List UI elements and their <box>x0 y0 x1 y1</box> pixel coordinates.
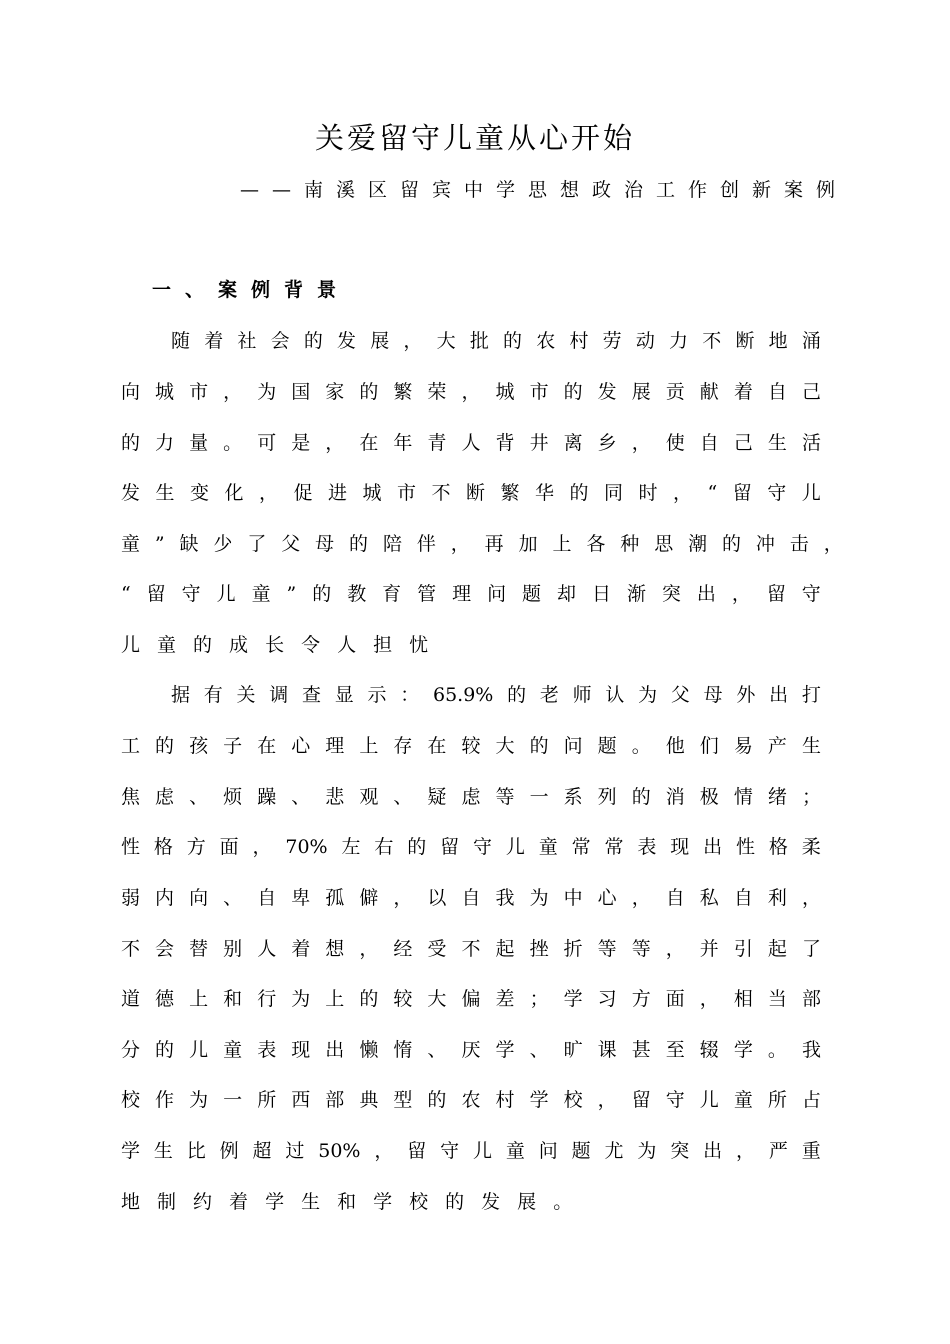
paragraph2-line: 工 的 孩 子 在 心 理 上 存 在 较 大 的 问 题 。 他 们 易 产 生 <box>121 735 821 757</box>
paragraph1-line: 随 着 社 会 的 发 展 ， 大 批 的 农 村 劳 动 力 不 断 地 涌 <box>171 330 821 352</box>
paragraph2-line: 校 作 为 一 所 西 部 典 型 的 农 村 学 校 ， 留 守 儿 童 所 占 <box>121 1089 821 1111</box>
paragraph2-line: 弱 内 向 、 自 卑 孤 僻 ， 以 自 我 为 中 心 ， 自 私 自 利 ， <box>121 887 821 909</box>
paragraph2-line: 焦 虑 、 烦 躁 、 悲 观 、 疑 虑 等 一 系 列 的 消 极 情 绪 ； <box>121 786 821 808</box>
section-heading-background: 一、案例背景 <box>152 279 351 301</box>
paragraph2-line: 学 生 比 例 超 过 50% ， 留 守 儿 童 问 题 尤 为 突 出 ， 严 重 <box>121 1140 821 1162</box>
paragraph2-line: 地 制 约 着 学 生 和 学 校 的 发 展 。 <box>121 1191 573 1213</box>
paragraph2-line: 道 德 上 和 行 为 上 的 较 大 偏 差 ； 学 习 方 面 ， 相 当 部 <box>121 988 821 1010</box>
paragraph1-line: 的 力 量 。 可 是 ， 在 年 青 人 背 井 离 乡 ， 使 自 己 生 活 <box>121 432 821 454</box>
paragraph2-line: 性 格 方 面 ， 70% 左 右 的 留 守 儿 童 常 常 表 现 出 性 格 柔 <box>121 836 821 858</box>
paragraph2-line: 据 有 关 调 查 显 示 ： 65.9% 的 老 师 认 为 父 母 外 出 打 <box>171 684 821 706</box>
document-title: 关爱留守儿童从心开始 <box>314 121 635 155</box>
paragraph2-line: 不 会 替 别 人 着 想 ， 经 受 不 起 挫 折 等 等 ， 并 引 起 了 <box>121 938 821 960</box>
paragraph1-line: 向 城 市 ， 为 国 家 的 繁 荣 ， 城 市 的 发 展 贡 献 着 自 己 <box>121 381 821 403</box>
paragraph2-line: 分 的 儿 童 表 现 出 懒 惰 、 厌 学 、 旷 课 甚 至 辍 学 。 我 <box>121 1039 821 1061</box>
paragraph1-line: 童 ” 缺 少 了 父 母 的 陪 伴 ， 再 加 上 各 种 思 潮 的 冲 击 ， <box>121 533 843 555</box>
paragraph1-line: 发 生 变 化 ， 促 进 城 市 不 断 繁 华 的 同 时 ， “ 留 守 儿 <box>121 482 821 504</box>
paragraph1-line: 儿 童 的 成 长 令 人 担 忧 <box>121 634 429 656</box>
document-subtitle: ——南溪区留宾中学思想政治工作创新案例 <box>240 179 849 201</box>
paragraph1-line: “ 留 守 儿 童 ” 的 教 育 管 理 问 题 却 日 渐 突 出 ， 留 守 <box>121 583 821 605</box>
